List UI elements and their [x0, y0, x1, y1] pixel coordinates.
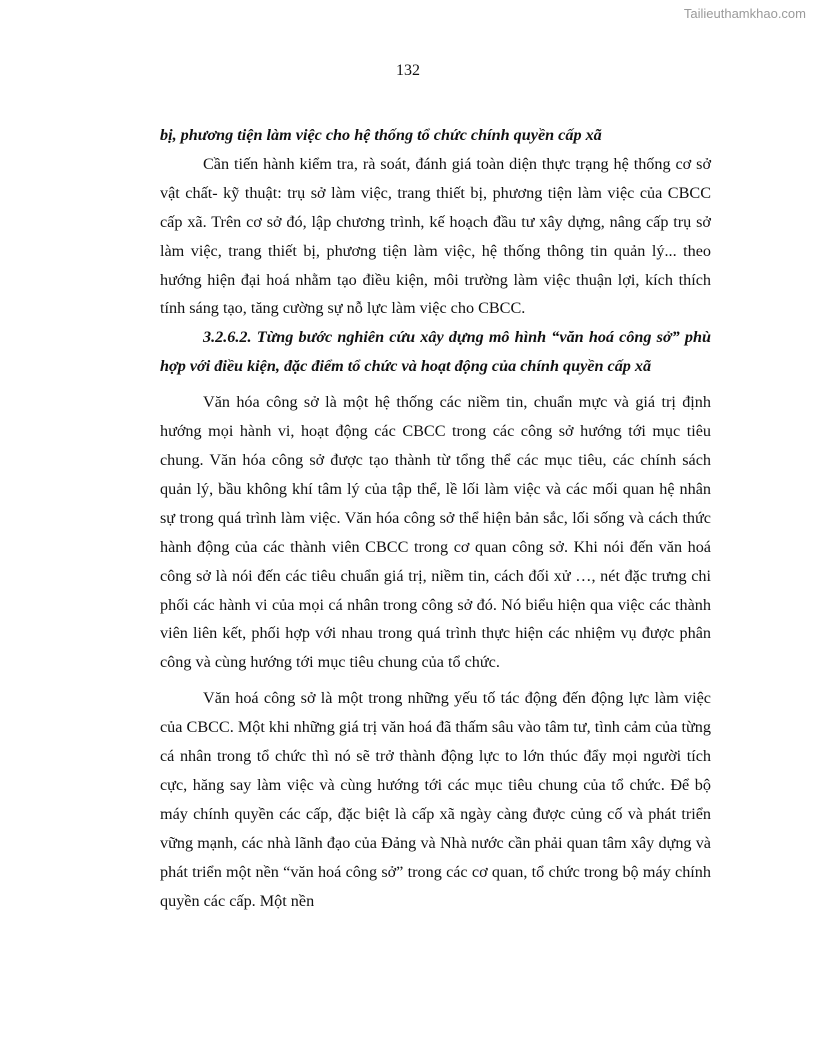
paragraph: Cần tiến hành kiểm tra, rà soát, đánh giá toàn diện thực trạng hệ thống cơ sở vật chất- kỹ thuật: trụ sở làm việc, trang thiết bị, phương tiện làm việc của CBCC cấp xã. Trên cơ sở đó, lập chương trình, kế hoạch đầu tư xây dựng, nâng cấp trụ sở làm việc, trang thiết bị, phương tiện làm việc, hệ thống thông tin quản lý... theo hướng hiện đại hoá nhằm tạo điều kiện, môi trường làm việc thuận lợi, kích thích tính sáng tạo, tăng cường sự nỗ lực làm việc cho CBCC. [160, 154, 711, 318]
section-heading: 3.2.6.2. Từng bước nghiên cứu xây dựng mô hình “văn hoá công sở” phù hợp với điều kiện, đặc điểm tổ chức và hoạt động của chính quyền cấp xã [160, 328, 711, 376]
document-body [160, 121, 711, 915]
paragraph: Văn hóa công sở là một hệ thống các niềm tin, chuẩn mực và giá trị định hướng mọi hành vi, hoạt động các CBCC trong các công sở hướng tới mục tiêu chung. Văn hóa công sở được tạo thành từ tổng thể các mục tiêu, các chính sách quản lý, bầu không khí tâm lý của tập thể, lề lối làm việc và các mối quan hệ nhân sự trong quá trình làm việc. Văn hóa công sở thể hiện bản sắc, lối sống và cách thức hành động của các thành viên CBCC trong cơ quan công sở. Khi nói đến văn hoá công sở là nói đến các tiêu chuẩn giá trị, niềm tin, cách đối xử …, nét đặc trưng chi phối các hành vi của mọi cá nhân trong công sở đó. Nó biểu hiện qua việc các thành viên liên kết, phối hợp với nhau trong quá trình thực hiện các nhiệm vụ được phân công và cùng hướng tới mục tiêu chung của tổ chức. [160, 393, 711, 672]
paragraph: Văn hoá công sở là một trong những yếu tố tác động đến động lực làm việc của CBCC. Một khi những giá trị văn hoá đã thấm sâu vào tâm tư, tình cảm của từng cá nhân trong tổ chức thì nó sẽ trở thành động lực to lớn thúc đẩy mọi người tích cực, hăng say làm việc và cùng hướng tới các mục tiêu chung của tổ chức. Để bộ máy chính quyền các cấp, đặc biệt là cấp xã ngày càng được củng cố và phát triển vững mạnh, các nhà lãnh đạo của Đảng và Nhà nước cần phải quan tâm xây dựng và phát triển một nền “văn hoá công sở” trong các cơ quan, tổ chức trong bộ máy chính quyền các cấp. Một nền [160, 689, 711, 910]
section-heading-continuation: bị, phương tiện làm việc cho hệ thống tổ chức chính quyền cấp xã [160, 126, 602, 144]
watermark: Tailieuthamkhao.com [683, 6, 806, 21]
page-number: 132 [396, 62, 420, 79]
